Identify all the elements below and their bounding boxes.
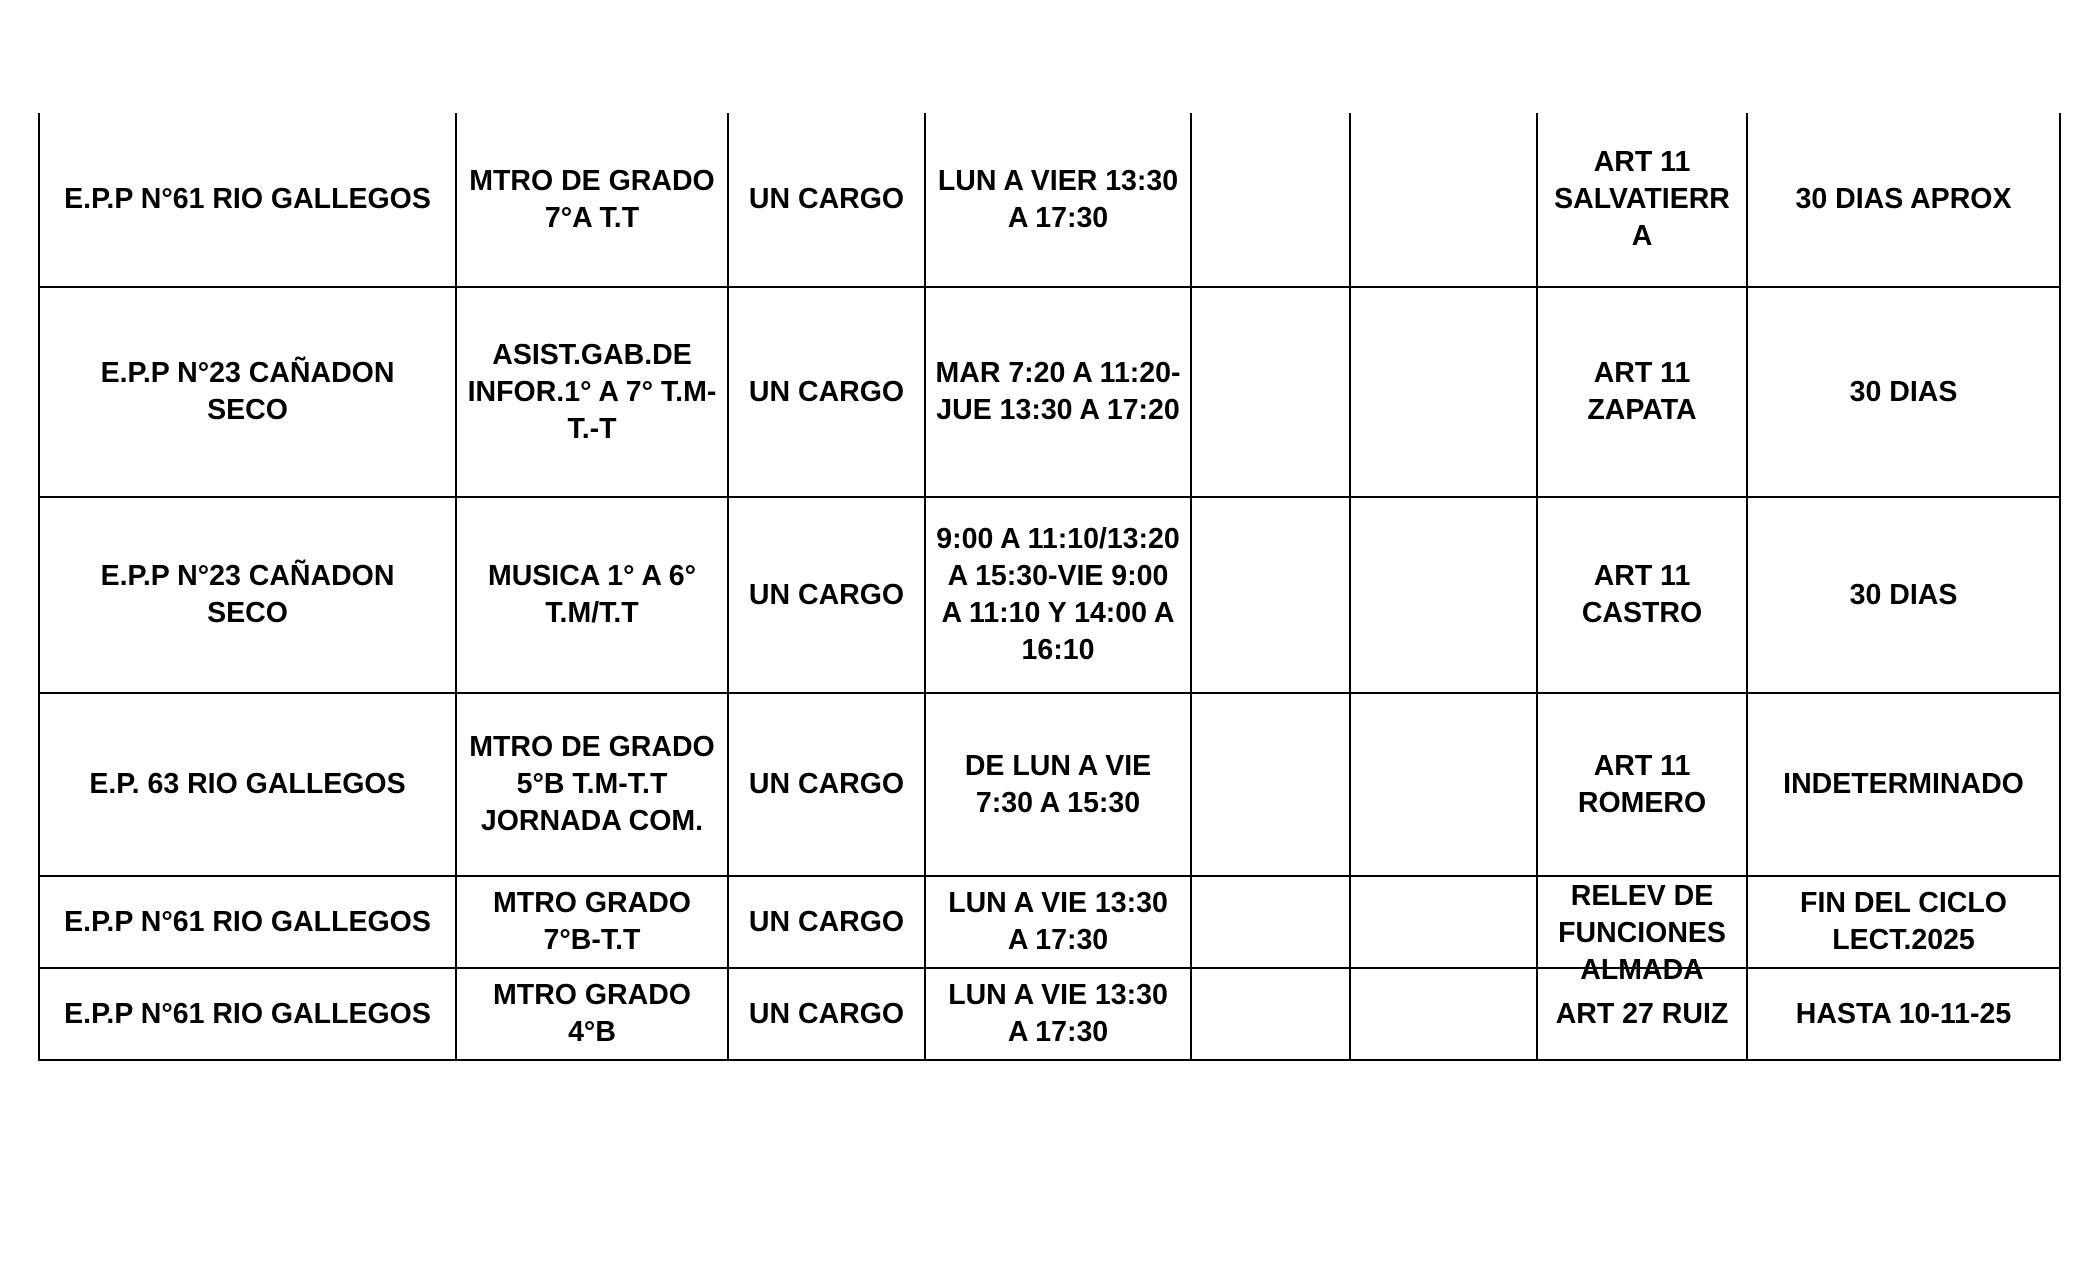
position-cell: MTRO DE GRADO 5°B T.M-T.T JORNADA COM. <box>456 693 728 876</box>
table-row <box>39 113 2060 287</box>
duration-cell: 30 DIAS <box>1747 497 2060 693</box>
cargo-cell: UN CARGO <box>728 693 925 876</box>
cargo-cell: UN CARGO <box>728 497 925 693</box>
table-row <box>39 693 2060 876</box>
schedule-cell: LUN A VIE 13:30 A 17:30 <box>925 876 1191 968</box>
schedule-cell: LUN A VIE 13:30 A 17:30 <box>925 968 1191 1060</box>
schedule-cell: 9:00 A 11:10/13:20 A 15:30-VIE 9:00 A 11:10 Y 14:00 A 16:10 <box>925 497 1191 693</box>
vacancy-table <box>38 113 2061 1061</box>
empty-cell <box>1191 497 1350 693</box>
cargo-cell: UN CARGO <box>728 968 925 1060</box>
duration-cell: 30 DIAS <box>1747 287 2060 497</box>
position-cell: MTRO DE GRADO 7°A T.T <box>456 113 728 287</box>
school-cell: E.P.P N°23 CAÑADON SECO <box>39 497 456 693</box>
position-cell: ASIST.GAB.DE INFOR.1° A 7° T.M- T.-T <box>456 287 728 497</box>
position-cell: MTRO GRADO 7°B-T.T <box>456 876 728 968</box>
table-row <box>39 876 2060 968</box>
school-cell: E.P.P N°61 RIO GALLEGOS <box>39 113 456 287</box>
empty-cell <box>1191 287 1350 497</box>
table-row <box>39 497 2060 693</box>
cargo-cell: UN CARGO <box>728 113 925 287</box>
reason-cell: ART 11 ROMERO <box>1537 693 1747 876</box>
empty-cell <box>1350 876 1537 968</box>
duration-cell: FIN DEL CICLO LECT.2025 <box>1747 876 2060 968</box>
reason-cell: ART 11 SALVATIERR A <box>1537 113 1747 287</box>
table-row <box>39 968 2060 1060</box>
empty-cell <box>1191 113 1350 287</box>
empty-cell <box>1191 876 1350 968</box>
school-cell: E.P.P N°23 CAÑADON SECO <box>39 287 456 497</box>
reason-cell: ART 11 CASTRO <box>1537 497 1747 693</box>
duration-cell: HASTA 10-11-25 <box>1747 968 2060 1060</box>
empty-cell <box>1350 693 1537 876</box>
position-cell: MUSICA 1° A 6° T.M/T.T <box>456 497 728 693</box>
empty-cell <box>1350 497 1537 693</box>
empty-cell <box>1350 287 1537 497</box>
duration-cell: INDETERMINADO <box>1747 693 2060 876</box>
position-cell: MTRO GRADO 4°B <box>456 968 728 1060</box>
school-cell: E.P.P N°61 RIO GALLEGOS <box>39 876 456 968</box>
schedule-cell: DE LUN A VIE 7:30 A 15:30 <box>925 693 1191 876</box>
cargo-cell: UN CARGO <box>728 287 925 497</box>
duration-cell: 30 DIAS APROX <box>1747 113 2060 287</box>
table-row <box>39 287 2060 497</box>
school-cell: E.P. 63 RIO GALLEGOS <box>39 693 456 876</box>
schedule-cell: MAR 7:20 A 11:20- JUE 13:30 A 17:20 <box>925 287 1191 497</box>
cargo-cell: UN CARGO <box>728 876 925 968</box>
school-cell: E.P.P N°61 RIO GALLEGOS <box>39 968 456 1060</box>
schedule-cell: LUN A VIER 13:30 A 17:30 <box>925 113 1191 287</box>
empty-cell <box>1191 693 1350 876</box>
reason-cell: ART 11 ZAPATA <box>1537 287 1747 497</box>
empty-cell <box>1350 968 1537 1060</box>
empty-cell <box>1191 968 1350 1060</box>
reason-cell: RELEV DE FUNCIONES ALMADA <box>1537 876 1747 968</box>
reason-cell: ART 27 RUIZ <box>1537 968 1747 1060</box>
empty-cell <box>1350 113 1537 287</box>
